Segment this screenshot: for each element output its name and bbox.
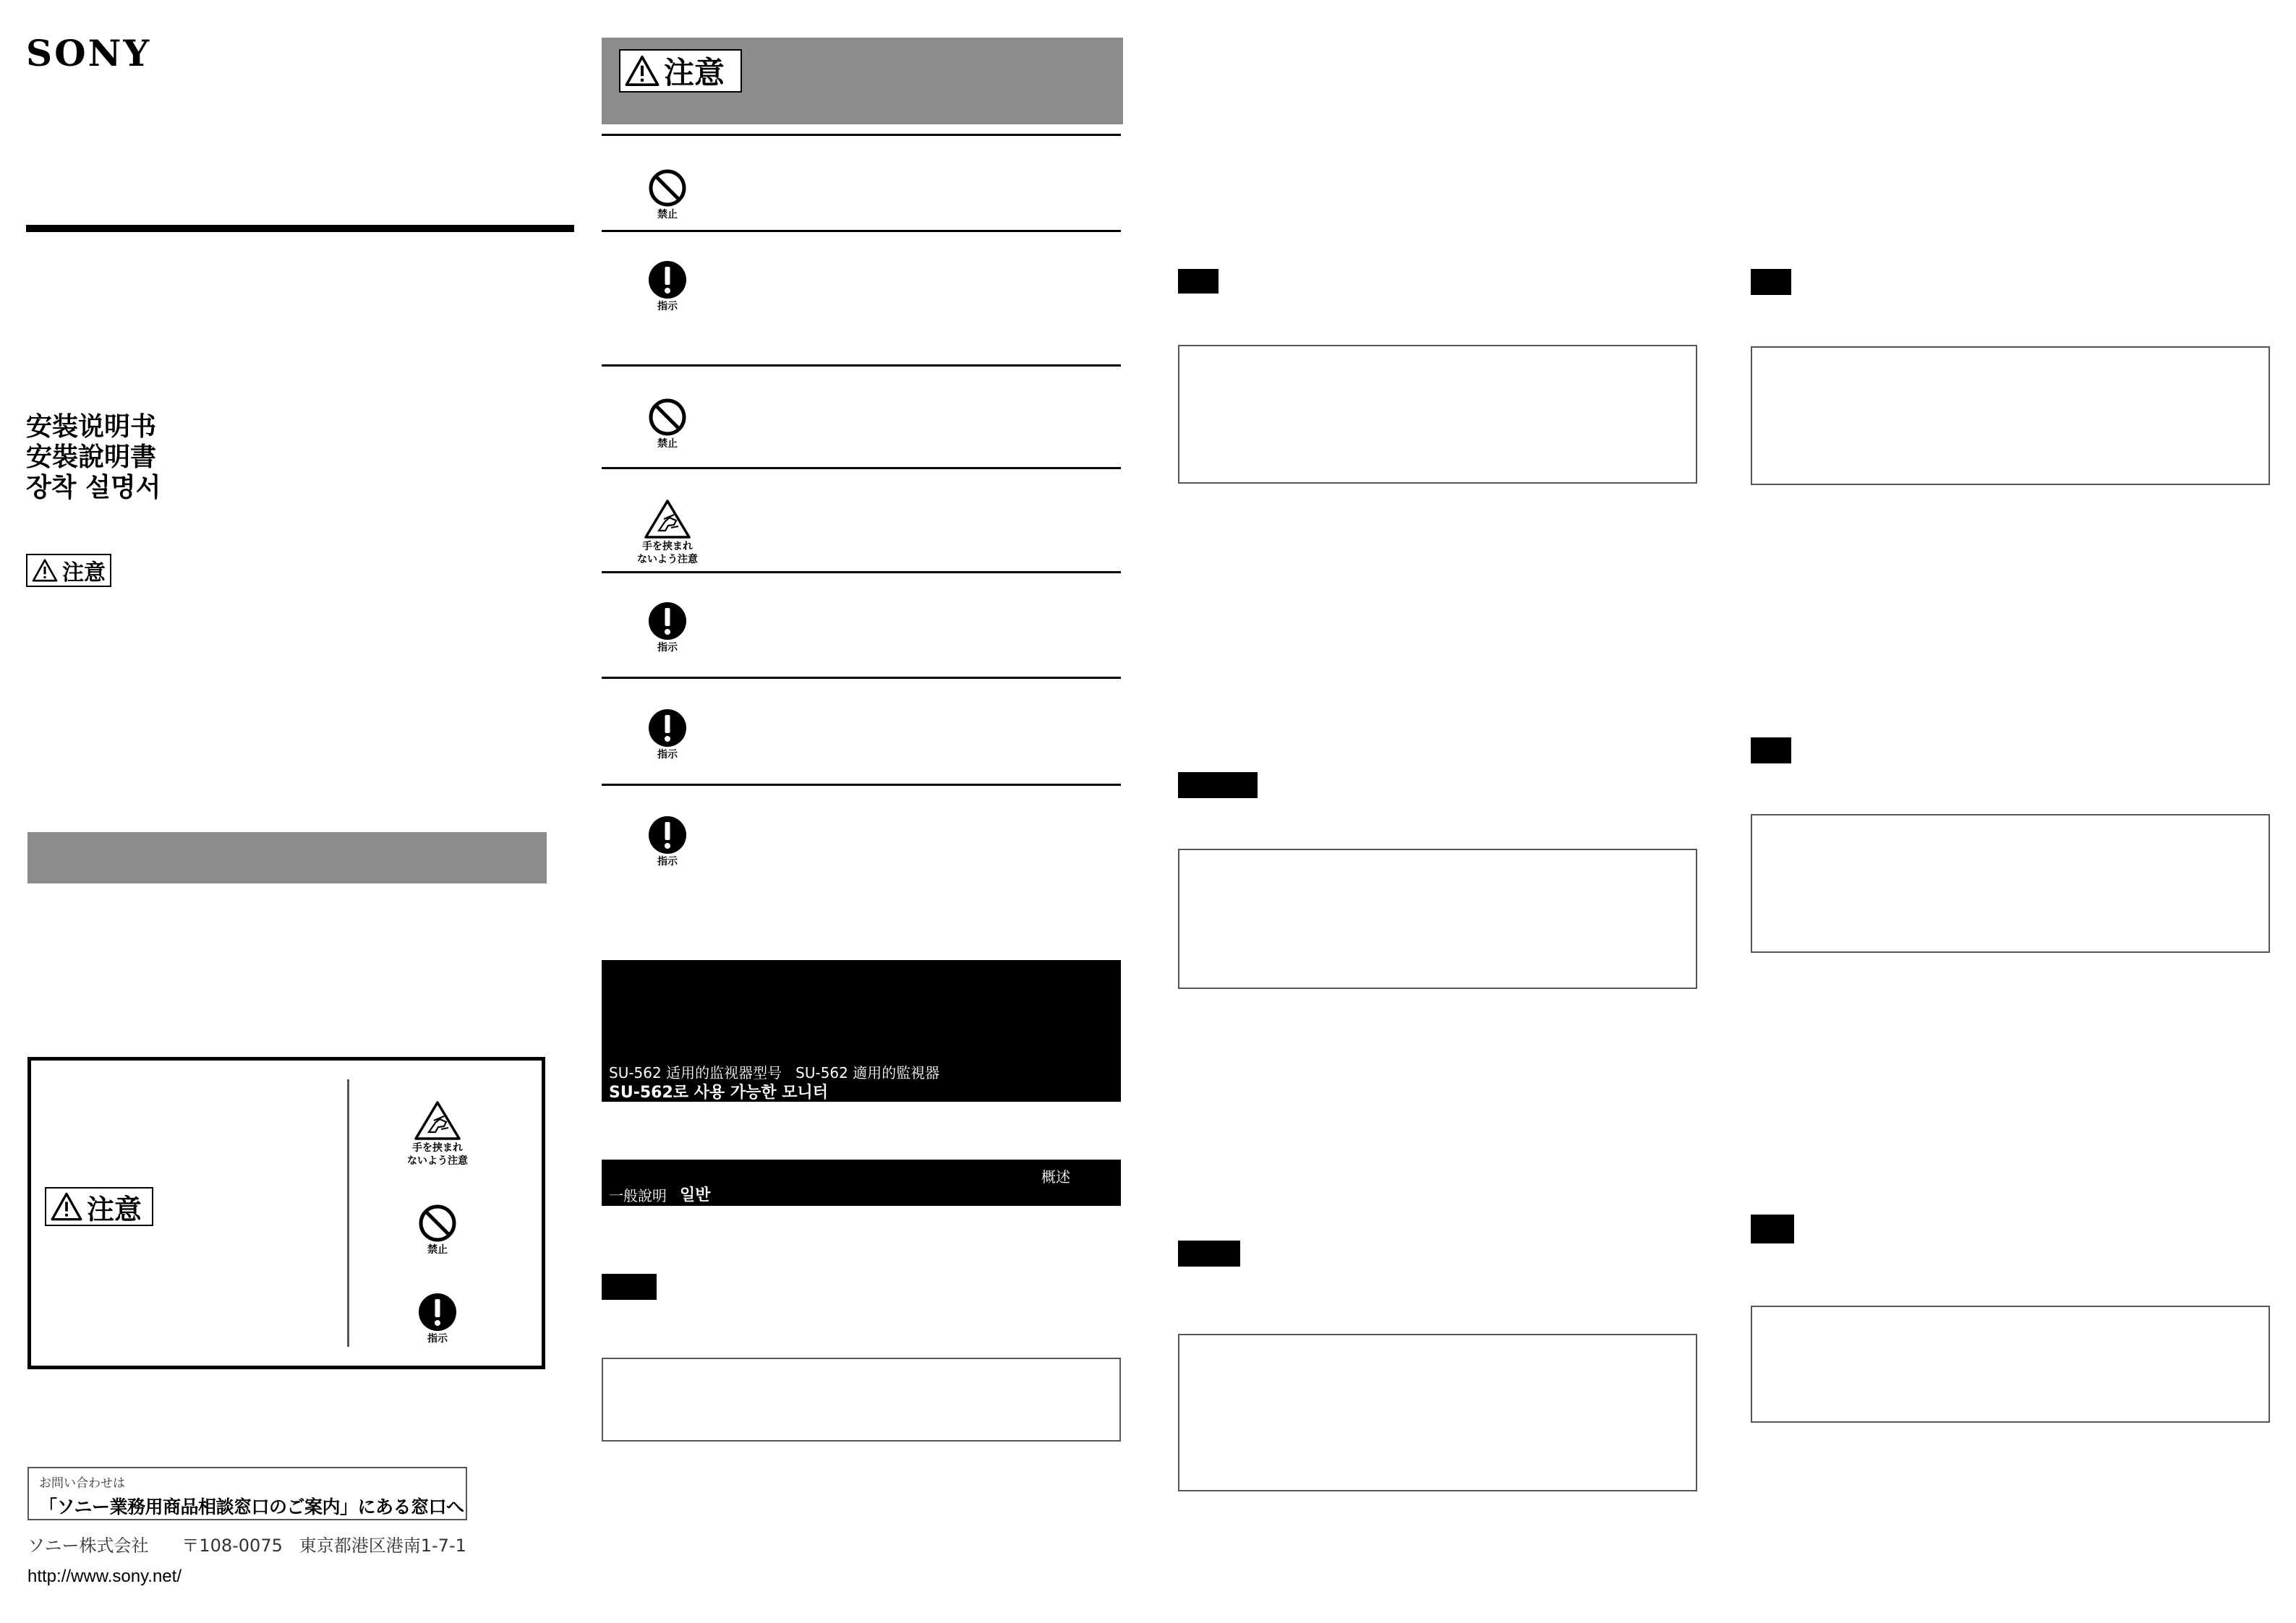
company-name: ソニー株式会社 (27, 1536, 149, 1556)
instruction-caption: 指示 (657, 749, 678, 761)
street-address: 東京都港区港南1-7-1 (299, 1536, 466, 1556)
hand-pinch-caption-1: 手を挟まれ (642, 541, 693, 552)
postal-code: 〒108-0075 (182, 1536, 283, 1556)
section-divider (602, 364, 1121, 367)
section-divider (602, 677, 1121, 679)
prohibited-caption: 禁止 (657, 209, 678, 220)
section-divider (602, 784, 1121, 786)
section-divider (602, 571, 1121, 573)
content-box (1751, 1306, 2270, 1423)
prohibited-icon (648, 168, 687, 207)
legend-hand-pinch (398, 1100, 477, 1167)
warning-icon (32, 559, 58, 582)
item-instruction-1 (628, 260, 707, 312)
section-divider (602, 467, 1121, 469)
contact-inquiry-label: お問い合わせは (39, 1476, 125, 1491)
item-instruction-2 (628, 601, 707, 654)
overview-zh: 概述 (1041, 1168, 1070, 1186)
warning-icon (51, 1192, 82, 1221)
section-label-tab (1178, 1241, 1240, 1267)
contact-window-text: 「ソニー業務用商品相談窓口のご案内」にある窓口へ (39, 1496, 464, 1517)
hand-pinch-caption-2: ないよう注意 (637, 554, 698, 565)
hand-pinch-warning-icon (414, 1100, 461, 1141)
website-link[interactable]: http://www.sony.net/ (27, 1567, 182, 1586)
prohibited-icon (648, 398, 687, 437)
instruction-caption: 指示 (657, 642, 678, 654)
overview-ko: 일반 (680, 1186, 711, 1204)
caution-label: 注意 (62, 560, 106, 586)
overview-band (602, 1160, 1121, 1206)
instruction-caption: 指示 (427, 1333, 448, 1345)
item-hand-pinch (628, 499, 707, 565)
section-label-tab (1751, 737, 1791, 763)
section-label-tab (1751, 269, 1791, 295)
instruction-icon (648, 708, 687, 748)
hand-pinch-caption-2: ないよう注意 (407, 1155, 468, 1167)
item-prohibited-2 (628, 398, 707, 450)
section-label-tab (1178, 269, 1219, 294)
item-instruction-3 (628, 708, 707, 761)
content-box (1751, 346, 2270, 485)
warning-icon (625, 55, 660, 87)
section-divider (602, 134, 1121, 136)
content-box (1178, 849, 1697, 989)
overview-tw: 一般說明 (609, 1187, 667, 1204)
company-address (27, 1531, 466, 1556)
instruction-icon (648, 601, 687, 641)
content-box (1751, 814, 2270, 953)
prohibited-caption: 禁止 (427, 1244, 448, 1256)
sony-logo: SONY (26, 32, 152, 74)
instruction-icon (648, 815, 687, 855)
title-ko: 장착 설명서 (26, 473, 161, 502)
caution-label: 注意 (664, 55, 725, 90)
section-label-tab (602, 1274, 657, 1300)
caution-badge (26, 554, 111, 587)
caution-badge-large (45, 1187, 153, 1226)
legend-prohibited (398, 1204, 477, 1256)
section-label-tab (1751, 1215, 1794, 1243)
instruction-caption: 指示 (657, 856, 678, 868)
section-divider (602, 230, 1121, 232)
section-label-tab (1178, 772, 1258, 798)
item-prohibited-1 (628, 168, 707, 220)
instruction-icon (418, 1293, 457, 1332)
item-instruction-4 (628, 815, 707, 868)
title-rule (26, 225, 574, 232)
caution-box-divider (347, 1079, 349, 1347)
monitor-band-line1: SU-562 适用的监视器型号 SU-562 適用的監視器 (609, 1064, 940, 1082)
title-zh-tw: 安裝說明書 (26, 442, 157, 472)
hand-pinch-warning-icon (644, 499, 691, 539)
content-box (1178, 1334, 1697, 1491)
grey-heading-band (27, 832, 547, 883)
prohibited-icon (418, 1204, 457, 1243)
monitor-list-band (602, 960, 1121, 1102)
caution-badge-header (619, 49, 742, 93)
instruction-icon (648, 260, 687, 299)
title-zh-cn: 安装说明书 (26, 412, 157, 442)
hand-pinch-caption-1: 手を挟まれ (412, 1142, 463, 1154)
legend-instruction (398, 1293, 477, 1345)
content-box (602, 1358, 1121, 1442)
content-box (1178, 345, 1697, 484)
prohibited-caption: 禁止 (657, 438, 678, 450)
instruction-caption: 指示 (657, 301, 678, 312)
monitor-band-line2: SU-562로 사용 가능한 모니터 (609, 1084, 829, 1102)
caution-label: 注意 (87, 1193, 142, 1225)
